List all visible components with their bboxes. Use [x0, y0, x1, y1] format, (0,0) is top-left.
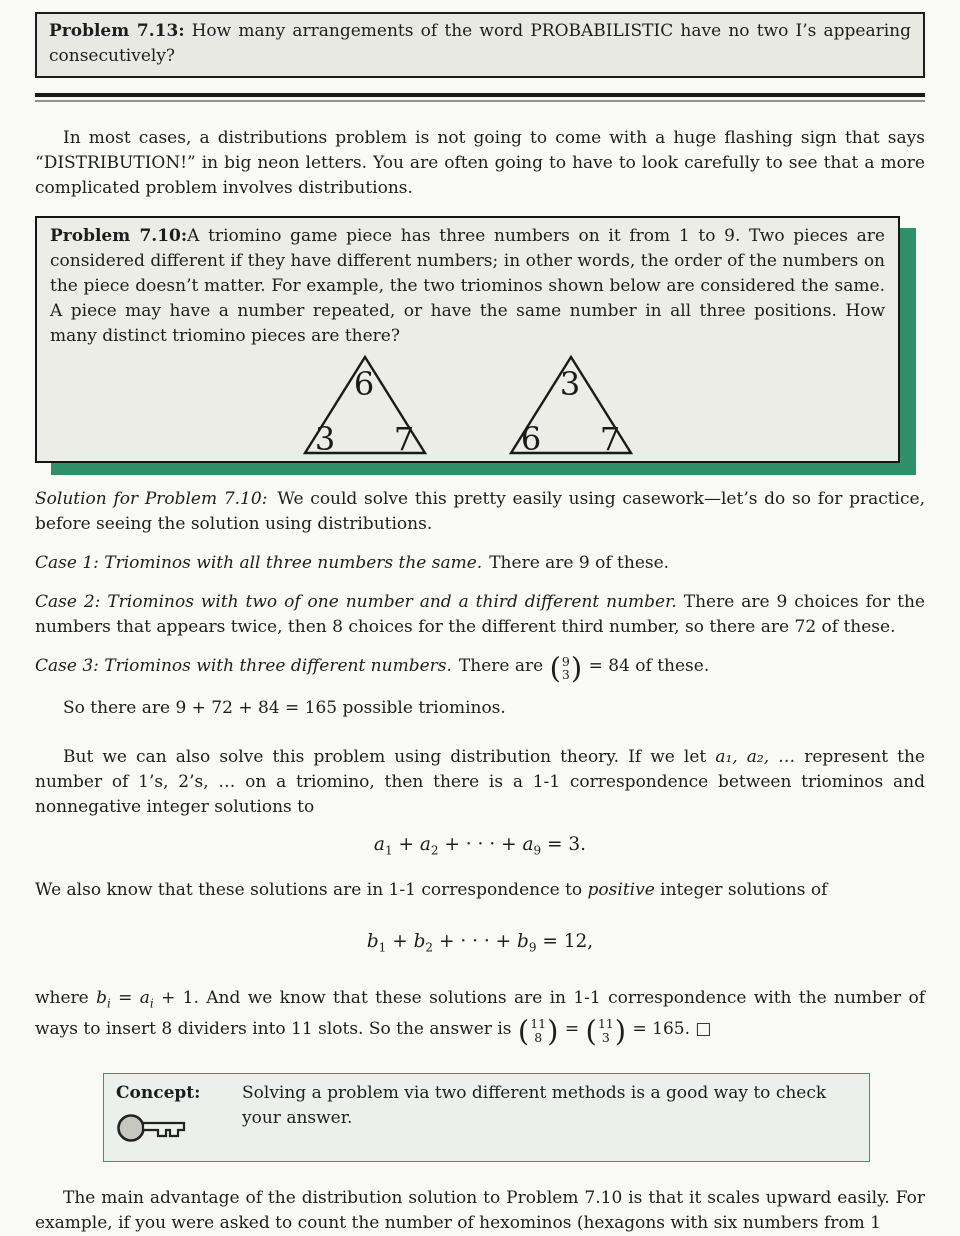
eq1-var9: a	[522, 834, 534, 856]
eq1-sub2: 2	[430, 843, 439, 858]
also-post: integer solutions of	[654, 879, 828, 900]
equation-b-sum	[35, 929, 925, 961]
case-3-label: Case 3: Triominos with three different numbers.	[35, 656, 452, 676]
binomial-9-choose-3	[549, 651, 583, 685]
triomino-triangle-2	[507, 353, 635, 457]
concept-text: Solving a problem via two different methods is a good way to check your answer.	[242, 1082, 827, 1128]
concept-label: Concept:	[116, 1082, 201, 1103]
binomial-stack	[562, 655, 570, 683]
eq2-dots: + · · · +	[433, 930, 517, 952]
case-2-text: There are 9 choices for the numbers that appears twice, then 8 choices for the different third number, so there are 72 of these.	[35, 592, 925, 637]
case-1-paragraph	[35, 551, 925, 576]
eq2-var2: b	[413, 930, 426, 952]
divider-thin-rule	[35, 100, 925, 102]
eq2-rhs: = 12,	[536, 930, 594, 952]
binomial-bottom: 3	[561, 667, 570, 683]
solution-lead-text: We could solve this pretty easily using casework—let’s do so for practice, before seeing the solution using distributions.	[35, 489, 925, 534]
section-divider	[35, 93, 925, 102]
eq1-op1: +	[392, 834, 420, 856]
case-3-pre: There are	[458, 656, 549, 676]
close-paren: )	[547, 1013, 559, 1048]
case-3-paragraph	[35, 651, 925, 685]
eq2-sub9: 9	[528, 940, 537, 955]
answer-paragraph	[35, 986, 925, 1048]
eq2-sub1: 1	[378, 940, 387, 955]
eq2-var9: b	[517, 930, 529, 952]
where-b: b	[96, 988, 107, 1009]
case-2-label: Case 2: Triominos with two of one number and a third different number.	[35, 592, 677, 612]
open-paren: (	[517, 1013, 530, 1048]
triomino1-top-number: 6	[353, 365, 374, 403]
where-b-sub: i	[106, 996, 111, 1011]
where-a: a	[139, 988, 150, 1009]
concept-box	[103, 1073, 870, 1162]
binomial-top: 11	[530, 1016, 547, 1032]
eq1-var1: a	[373, 834, 385, 856]
open-paren: (	[585, 1013, 597, 1048]
binomial-stack	[530, 1017, 546, 1045]
triomino1-right-number: 7	[393, 420, 414, 457]
problem-7-13-label: Problem 7.13:	[49, 21, 185, 41]
distribution-paragraph	[35, 745, 925, 820]
binomial-bottom: 8	[534, 1030, 543, 1046]
eq2-op1: +	[386, 930, 414, 952]
close-paren: )	[614, 1013, 627, 1048]
case-2-paragraph	[35, 590, 925, 640]
case-1-label: Case 1: Triominos with all three numbers the same.	[35, 553, 483, 573]
where-mid: =	[110, 988, 140, 1009]
triomino2-left-number: 6	[520, 420, 541, 457]
case-1-text: There are 9 of these.	[489, 553, 670, 573]
binomial-11-choose-8	[517, 1013, 559, 1048]
binomial-top: 9	[561, 653, 570, 669]
problem-7-10-statement	[50, 224, 885, 349]
solution-label: Solution for Problem 7.10:	[35, 489, 268, 509]
binomial-top: 11	[597, 1016, 614, 1032]
total-line: So there are 9 + 72 + 84 = 165 possible triominos.	[63, 698, 506, 719]
answer-sep: =	[559, 1018, 585, 1039]
concept-left-column	[116, 1081, 218, 1152]
problem-7-10-text: A triomino game piece has three numbers on it from 1 to 9. Two pieces are considered different if they have different numbers; in other words, the order of the numbers on the piece doesn’t matter. For example, the two triominos shown below are considered the same. A piece may have a number repeated, or have the same number in all three positions. How many distinct triomino pieces are there?	[50, 226, 885, 346]
eq1-sub9: 9	[533, 843, 542, 858]
also-pre: We also know that these solutions are in 1-1 correspondence to	[35, 879, 588, 900]
key-icon	[116, 1110, 190, 1144]
problem-7-10-label: Problem 7.10:	[50, 226, 188, 246]
answer-end: = 165. □	[627, 1018, 712, 1039]
problem-7-10-box	[35, 216, 900, 463]
eq2-var1: b	[366, 930, 379, 952]
problem-7-13-box	[35, 12, 925, 78]
also-emphasis: positive	[587, 879, 655, 900]
closing-paragraph: The main advantage of the distribution solution to Problem 7.10 is that it scales upward easily. For example, if you were asked to count the number of hexominos (hexagons with six numbers from 1	[35, 1187, 925, 1233]
where-a-sub: i	[149, 996, 154, 1011]
where-pre: where	[35, 988, 97, 1009]
triomino1-left-number: 3	[314, 420, 335, 457]
intro-paragraph: In most cases, a distributions problem is not going to come with a huge flashing sign that says “DISTRIBUTION!” in big neon letters. You are often going to have to look carefully to see that a more complicated problem involves distributions.	[35, 128, 925, 198]
dist-pre: But we can also solve this problem using distribution theory. If we let	[63, 747, 716, 768]
divider-thick-rule	[35, 93, 925, 97]
equation-a-sum	[35, 832, 925, 864]
open-paren: (	[549, 651, 561, 685]
eq1-var2: a	[419, 834, 431, 856]
triomino-triangle-1	[301, 353, 429, 457]
triomino2-right-number: 7	[599, 420, 620, 457]
eq1-rhs: = 3.	[541, 834, 587, 856]
case-3-post: = 84 of these.	[583, 656, 710, 676]
binomial-stack	[598, 1017, 614, 1045]
eq1-dots: + · · · +	[438, 834, 523, 856]
also-know-paragraph	[35, 878, 925, 903]
close-paren: )	[570, 651, 583, 685]
eq2-sub2: 2	[425, 940, 434, 955]
dist-math: a₁, a₂, …	[715, 747, 796, 768]
solution-lead-paragraph	[35, 487, 925, 537]
problem-7-13-text: How many arrangements of the word PROBABILISTIC have no two I’s appearing consecutively?	[49, 21, 912, 66]
binomial-11-choose-3	[585, 1013, 627, 1048]
eq1-sub1: 1	[384, 843, 393, 858]
triomino-figure	[50, 349, 885, 457]
binomial-bottom: 3	[601, 1030, 610, 1046]
where-post: + 1. And we know that these solutions are in 1-1 correspondence with the number of ways to insert 8 dividers into 11 slots. So the answer is	[35, 988, 925, 1039]
triomino2-top-number: 3	[559, 365, 580, 403]
dist-post: represent the number of 1’s, 2’s, … on a triomino, then there is a 1-1 correspondence between triominos and nonnegative integer solutions to	[35, 747, 925, 818]
